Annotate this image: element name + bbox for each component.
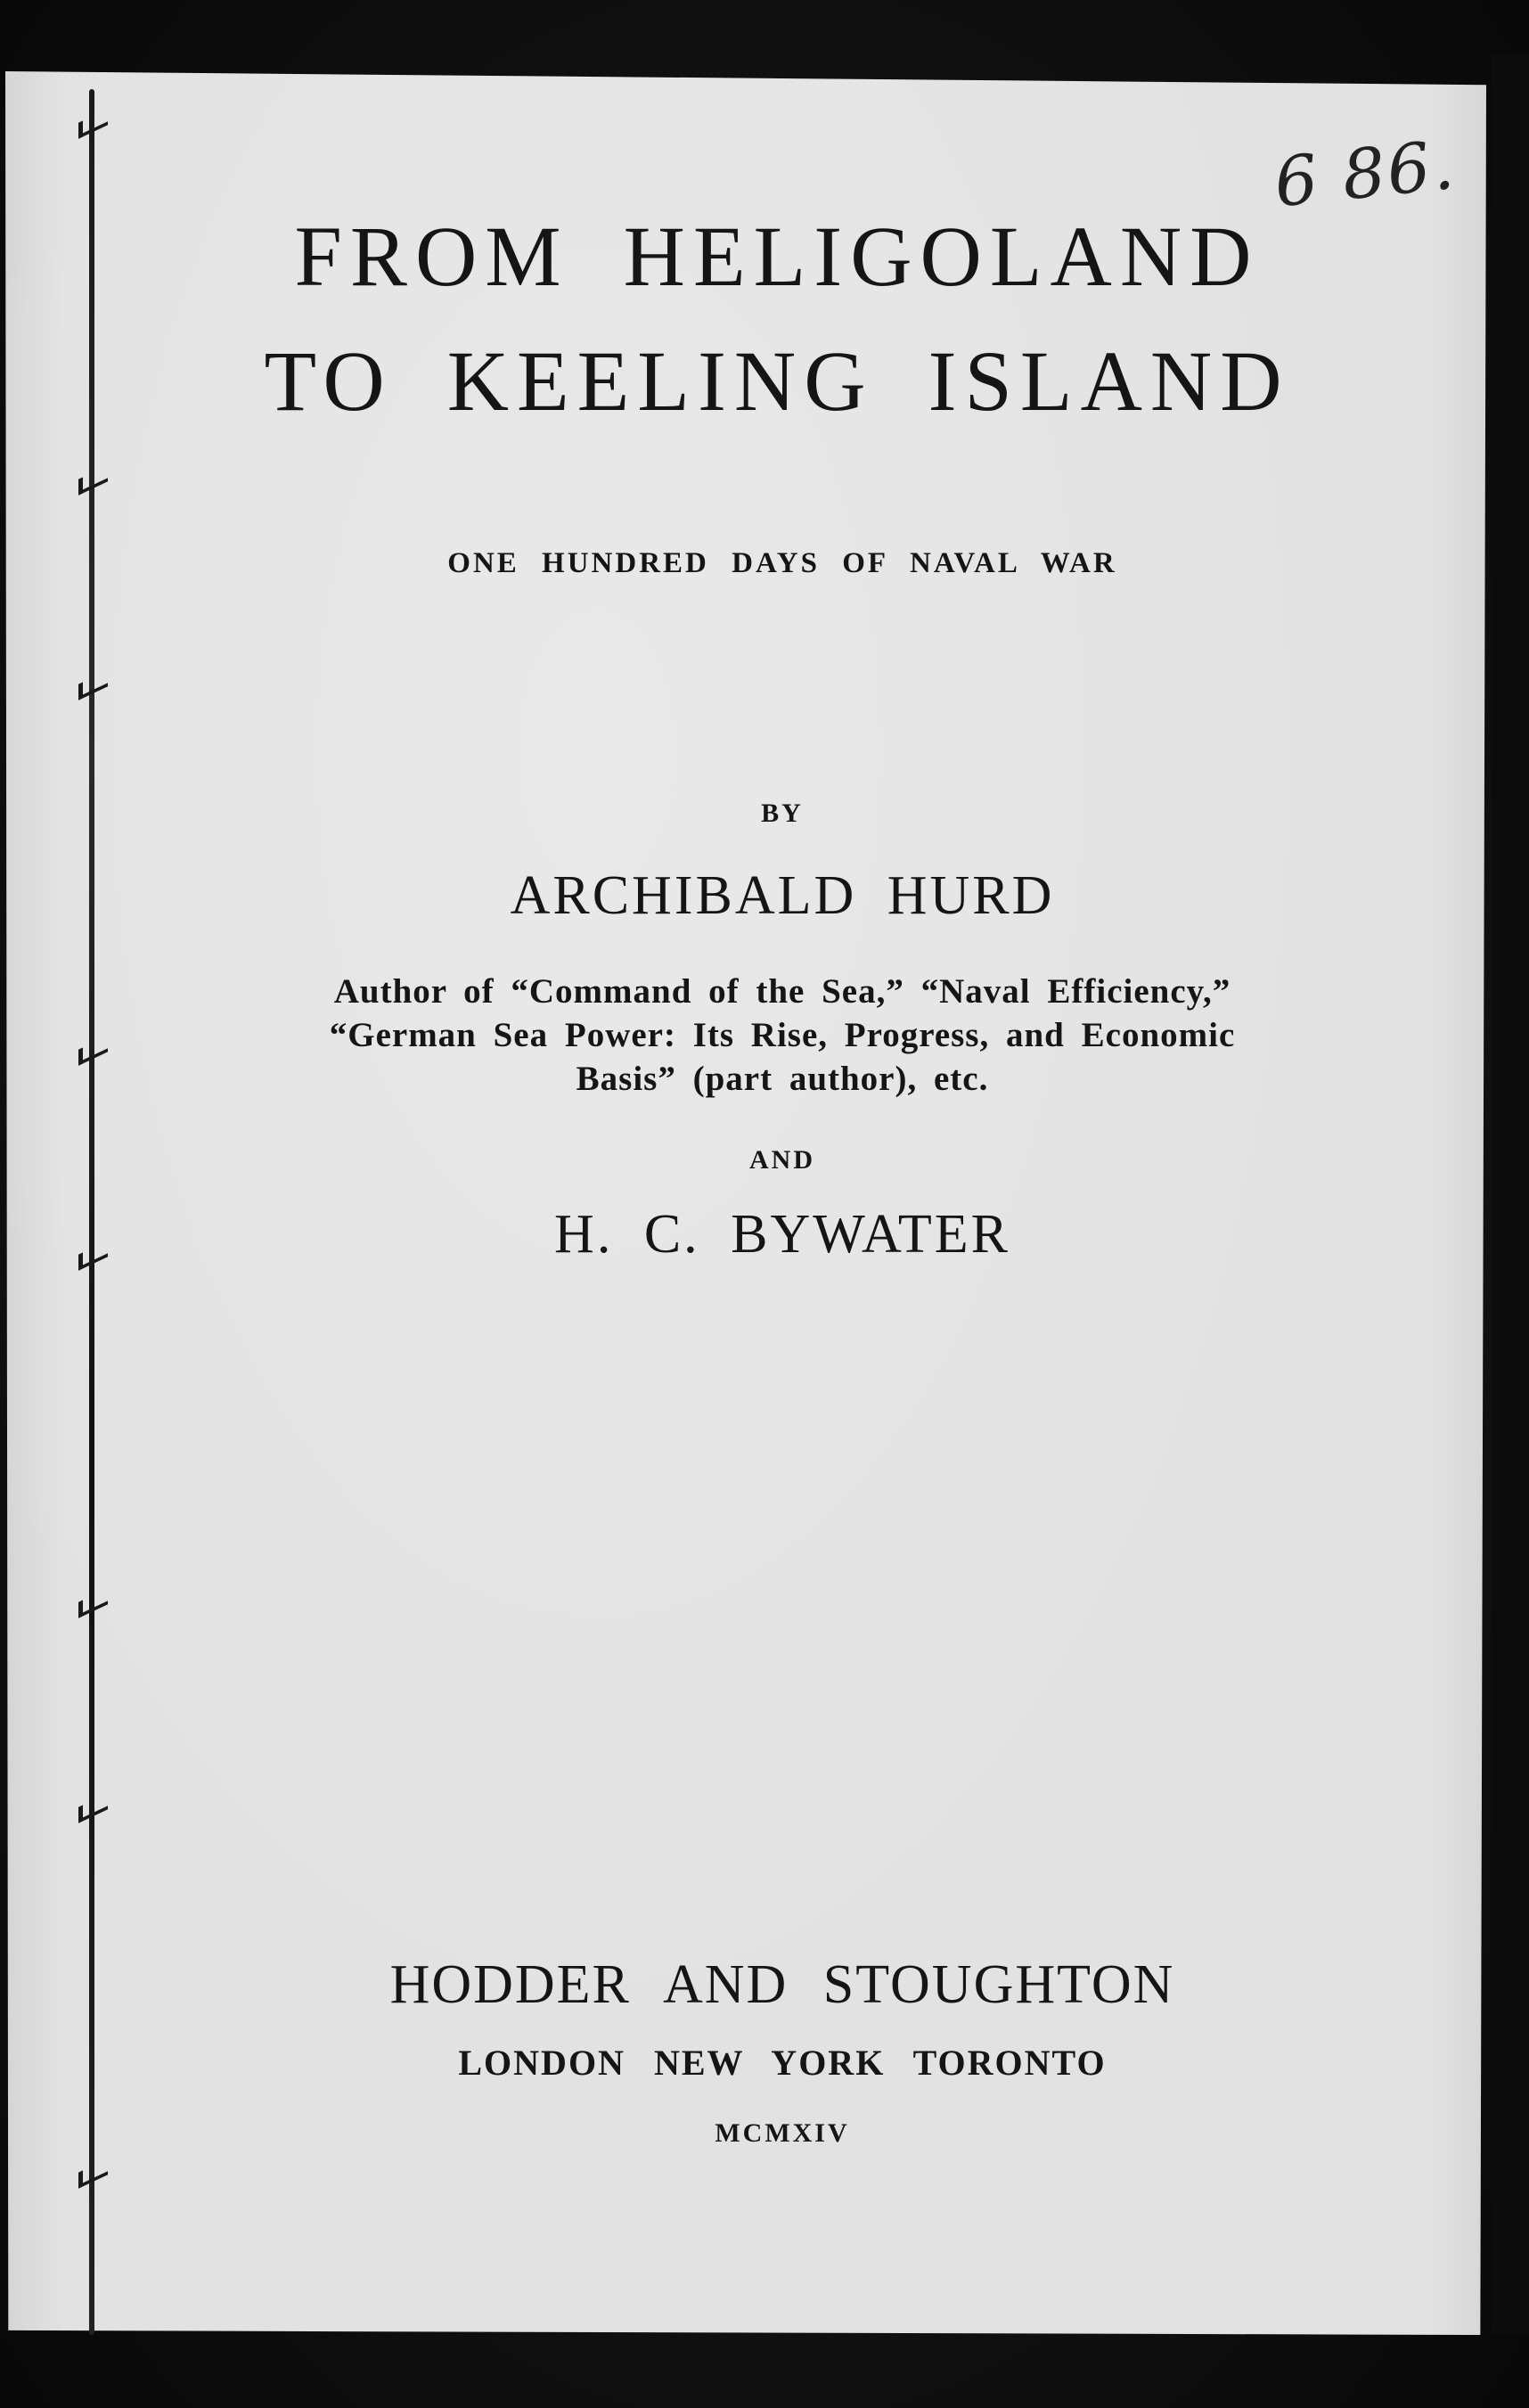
title-line-1: FROM HELIGOLAND — [294, 209, 1260, 304]
title-line-2: TO KEELING ISLAND — [264, 333, 1290, 429]
publication-year: MCMXIV — [715, 2118, 850, 2148]
and-label: AND — [749, 1145, 815, 1175]
publisher-name: HODDER AND STOUGHTON — [389, 1954, 1175, 2015]
subtitle: ONE HUNDRED DAYS OF NAVAL WAR — [447, 547, 1117, 579]
handwritten-shelf-mark: 6 86. — [1270, 124, 1460, 223]
publisher-cities: LONDON NEW YORK TORONTO — [458, 2043, 1107, 2083]
author-1-description-line-1: Author of “Command of the Sea,” “Naval Efficiency,” — [333, 972, 1231, 1011]
author-1-name: ARCHIBALD HURD — [510, 865, 1055, 926]
author-1-description-line-3: Basis” (part author), etc. — [576, 1060, 989, 1098]
by-label: BY — [761, 799, 804, 828]
author-1-description-line-2: “German Sea Power: Its Rise, Progress, and Economic — [329, 1016, 1236, 1054]
author-2-name: H. C. BYWATER — [554, 1204, 1010, 1265]
